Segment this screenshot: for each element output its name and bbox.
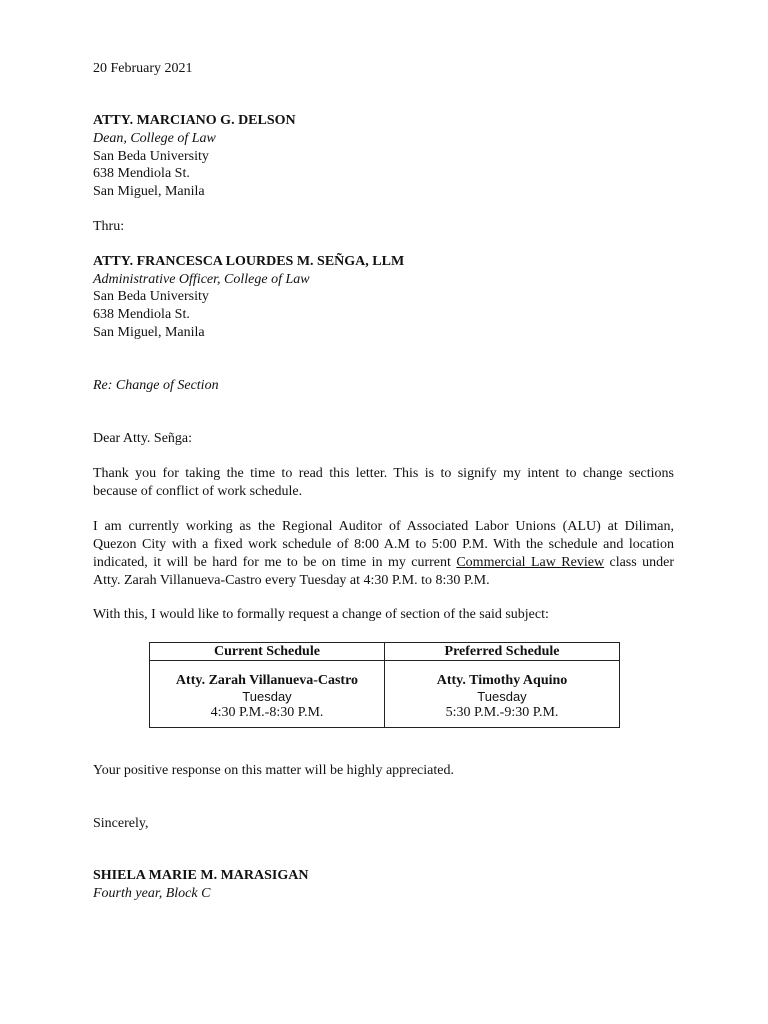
letter-date: 20 February 2021 [93,61,193,76]
paragraph-work [93,518,674,590]
schedule-body-row [150,661,620,728]
current-day: Tuesday [242,689,292,704]
addressee-org: San Beda University [93,149,209,164]
paragraph-intro-line-1: Thank you for taking the time to read this letter. This is to signify my intent to change sections [93,466,674,481]
preferred-day: Tuesday [477,689,527,704]
paragraph-work-line-2: Quezon City with a fixed work schedule of 8:00 A.M to 5:00 P.M. With the schedule and location [93,537,674,552]
addressee-street: 638 Mendiola St. [93,166,190,181]
thru-title: Administrative Officer, College of Law [93,272,310,287]
header-preferred-schedule: Preferred Schedule [385,643,620,661]
valediction: Sincerely, [93,816,149,831]
salutation: Dear Atty. Señga: [93,431,193,446]
signatory-detail: Fourth year, Block C [93,886,211,901]
schedule-table [149,642,620,728]
preferred-time: 5:30 P.M.-9:30 P.M. [445,705,559,720]
paragraph-work-line-3 [93,554,674,572]
addressee-title: Dean, College of Law [93,131,216,146]
current-time: 4:30 P.M.-8:30 P.M. [210,705,324,720]
thru-city: San Miguel, Manila [93,325,205,340]
thru-street: 638 Mendiola St. [93,307,190,322]
line3-post: class under [604,555,675,570]
thru-label: Thru: [93,219,125,234]
header-current-schedule: Current Schedule [150,643,385,661]
addressee-name: ATTY. MARCIANO G. DELSON [93,113,296,128]
signatory-name: SHIELA MARIE M. MARASIGAN [93,868,309,883]
paragraph-work-line-1: I am currently working as the Regional Auditor of Associated Labor Unions (ALU) at Diliman, [93,519,674,534]
subject-line: Re: Change of Section [93,378,219,393]
thru-org: San Beda University [93,289,209,304]
addressee-city: San Miguel, Manila [93,184,205,199]
paragraph-request: With this, I would like to formally request a change of section of the said subject: [93,607,549,622]
preferred-professor: Atty. Timothy Aquino [436,673,568,688]
current-professor: Atty. Zarah Villanueva-Castro [175,673,359,688]
closing-text: Your positive response on this matter will be highly appreciated. [93,763,454,778]
paragraph-intro-line-2: because of conflict of work schedule. [93,484,303,499]
paragraph-intro [93,465,674,501]
schedule-header-row [150,643,620,661]
line3-pre: indicated, it will be hard for me to be on time in my current [93,555,457,570]
preferred-schedule-cell [385,661,620,728]
course-name-link: Commercial Law Review [456,555,605,570]
current-schedule-cell [150,661,385,728]
paragraph-work-line-4: Atty. Zarah Villanueva-Castro every Tuesday at 4:30 P.M. to 8:30 P.M. [93,573,490,588]
thru-name: ATTY. FRANCESCA LOURDES M. SEÑGA, LLM [93,254,405,269]
